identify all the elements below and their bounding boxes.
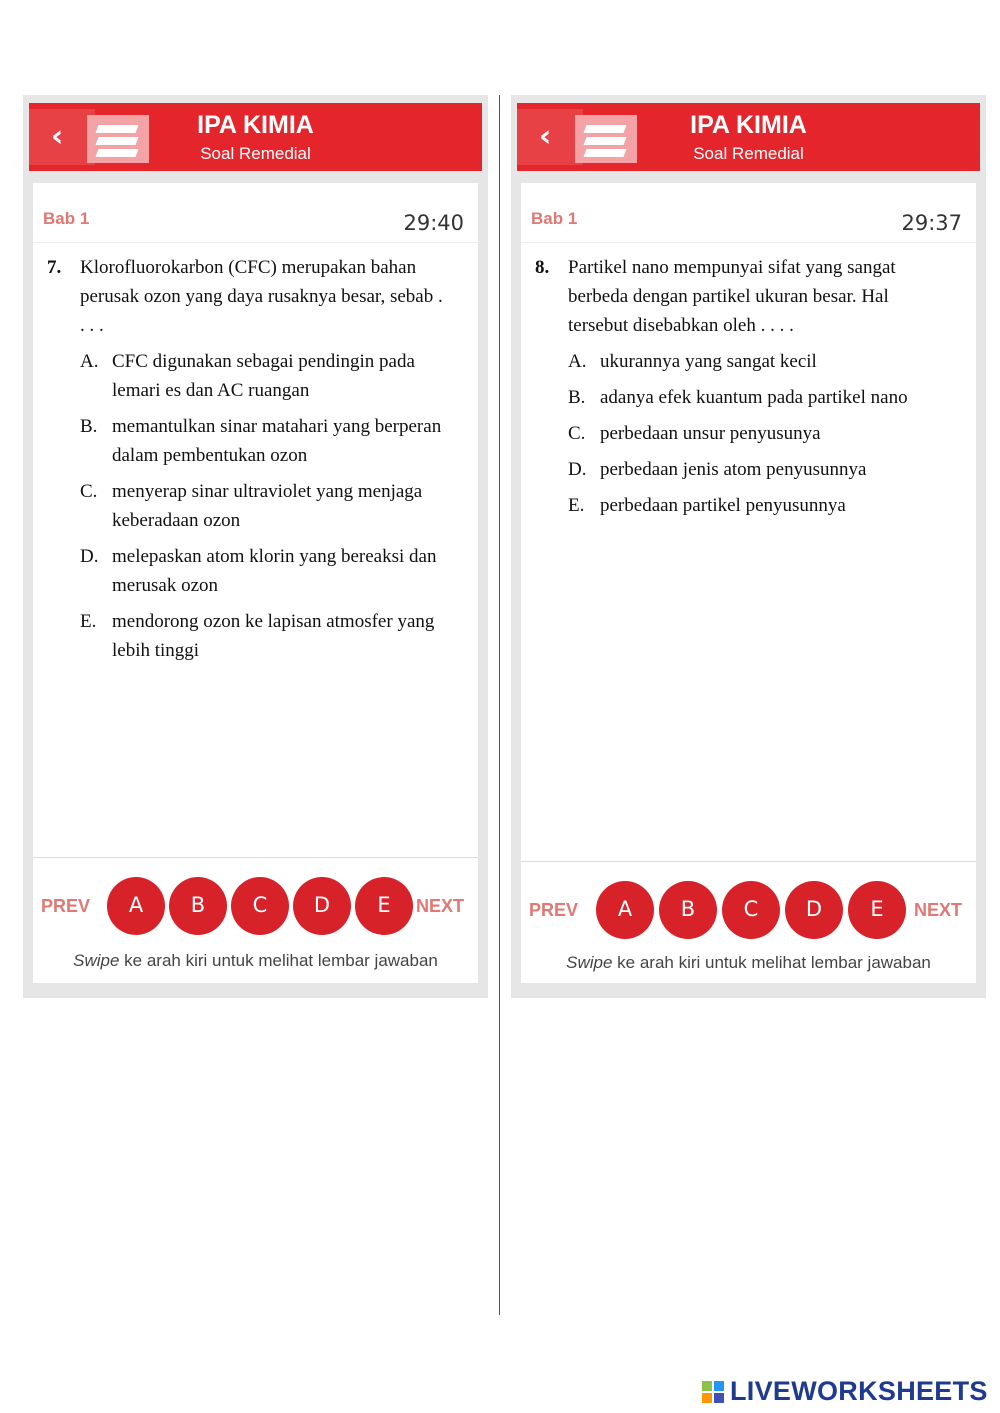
answer-nav: [33, 877, 478, 937]
question-text: Partikel nano mempunyai sifat yang sangat berbeda dengan partikel ukuran besar. Hal tersebut disebabkan oleh . . . .: [568, 257, 896, 336]
option-c: [80, 477, 448, 535]
option-text: mendorong ozon ke lapisan atmosfer yang lebih tinggi: [112, 611, 435, 661]
option-text: perbedaan jenis atom penyusunnya: [600, 459, 867, 480]
swipe-hint-em: Swipe: [566, 953, 613, 972]
phone-screen-question-7: [23, 95, 488, 998]
answer-button-c[interactable]: C: [231, 877, 289, 935]
separator: [521, 242, 976, 243]
swipe-hint-em: Swipe: [73, 951, 120, 970]
question-card: [521, 183, 976, 983]
option-e: [568, 491, 946, 520]
question: [47, 253, 448, 665]
option-d: [568, 455, 946, 484]
option-b: [80, 412, 448, 470]
answer-nav: [521, 881, 976, 941]
option-text: melepaskan atom klorin yang bereaksi dan merusak ozon: [112, 546, 437, 596]
swipe-hint: [521, 953, 976, 973]
option-letter: B.: [568, 387, 586, 408]
footer-separator: [521, 861, 976, 862]
question-number: 8.: [535, 257, 550, 278]
brand-text: LIVEWORKSHEETS: [730, 1376, 988, 1406]
prev-button[interactable]: PREV: [41, 896, 91, 916]
option-letter: C.: [80, 481, 98, 502]
answer-button-b[interactable]: B: [169, 877, 227, 935]
option-text: perbedaan partikel penyusunnya: [600, 495, 846, 516]
option-text: ukurannya yang sangat kecil: [600, 351, 817, 372]
answer-button-d[interactable]: D: [785, 881, 843, 939]
swipe-hint-text: ke arah kiri untuk melihat lembar jawaban: [612, 953, 931, 972]
option-letter: D.: [568, 459, 587, 480]
prev-button[interactable]: PREV: [529, 900, 579, 920]
option-letter: A.: [80, 351, 99, 372]
next-button[interactable]: NEXT: [913, 900, 962, 920]
option-a: [80, 347, 448, 405]
option-text: perbedaan unsur penyusunya: [600, 423, 821, 444]
question-text: Klorofluorokarbon (CFC) merupakan bahan perusak ozon yang daya rusaknya besar, sebab . . . .: [80, 257, 443, 336]
option-letter: A.: [568, 351, 587, 372]
phone-screen-question-8: [511, 95, 986, 998]
page-divider: [499, 95, 500, 1315]
chapter-label: Bab 1: [531, 209, 578, 228]
app-title: IPA KIMIA: [197, 111, 314, 139]
answer-button-b[interactable]: B: [659, 881, 717, 939]
question-card: [33, 183, 478, 983]
app-title: IPA KIMIA: [690, 111, 807, 139]
chevron-left-icon: ‹: [51, 119, 64, 154]
option-letter: E.: [568, 495, 585, 516]
answer-button-a[interactable]: A: [107, 877, 165, 935]
option-text: adanya efek kuantum pada partikel nano: [600, 387, 908, 408]
app-header: [517, 103, 980, 171]
question: [535, 253, 946, 520]
option-letter: E.: [80, 611, 97, 632]
option-b: [568, 383, 946, 412]
answer-button-c[interactable]: C: [722, 881, 780, 939]
answer-button-e[interactable]: E: [848, 881, 906, 939]
answer-button-e[interactable]: E: [355, 877, 413, 935]
app-subtitle: Soal Remedial: [693, 144, 804, 163]
app-header: [29, 103, 482, 171]
swipe-hint-text: ke arah kiri untuk melihat lembar jawaban: [119, 951, 438, 970]
chevron-left-icon: ‹: [539, 119, 552, 154]
option-letter: C.: [568, 423, 586, 444]
swipe-hint: [33, 951, 478, 971]
countdown-timer: 29:40: [403, 211, 464, 235]
question-number: 7.: [47, 257, 62, 278]
option-a: [568, 347, 946, 376]
chapter-label: Bab 1: [43, 209, 90, 228]
app-subtitle: Soal Remedial: [200, 144, 311, 163]
option-letter: B.: [80, 416, 98, 437]
option-text: memantulkan sinar matahari yang berperan dalam pembentukan ozon: [112, 416, 442, 466]
next-button[interactable]: NEXT: [415, 896, 464, 916]
liveworksheets-logo-icon: [702, 1381, 726, 1405]
answer-button-d[interactable]: D: [293, 877, 351, 935]
option-c: [568, 419, 946, 448]
option-e: [80, 607, 448, 665]
liveworksheets-brand: [702, 1376, 992, 1410]
countdown-timer: 29:37: [901, 211, 962, 235]
option-letter: D.: [80, 546, 99, 567]
option-d: [80, 542, 448, 600]
option-text: menyerap sinar ultraviolet yang menjaga keberadaan ozon: [112, 481, 423, 531]
option-text: CFC digunakan sebagai pendingin pada lemari es dan AC ruangan: [112, 351, 415, 401]
footer-separator: [33, 857, 478, 858]
answer-button-a[interactable]: A: [596, 881, 654, 939]
separator: [33, 242, 478, 243]
